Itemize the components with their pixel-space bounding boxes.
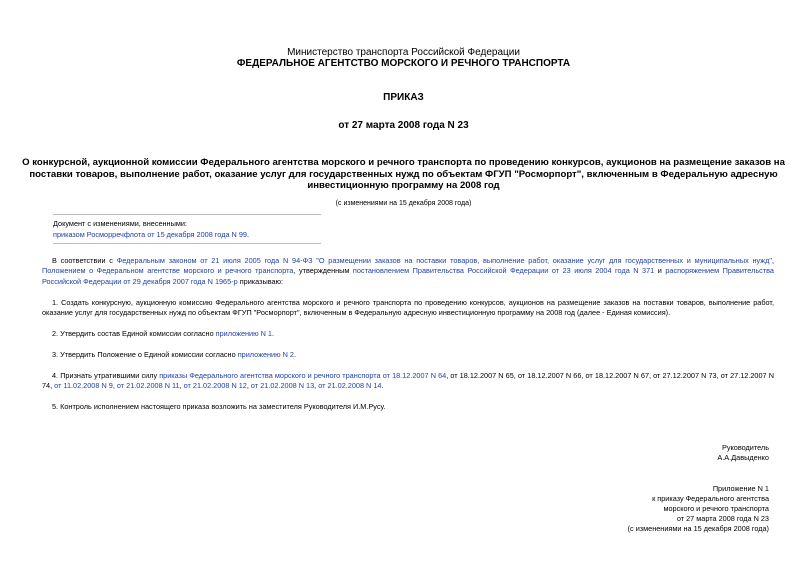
changes-label: Документ с изменениями, внесенными: (53, 219, 187, 228)
repealed-orders-link[interactable]: приказы Федерального агентства морского и речного транспорта от 18.12.2007 N 64 (159, 371, 447, 380)
signature-name: А.А.Давыденко (717, 453, 769, 462)
ministry-name: Министерство транспорта Российской Федерации (287, 47, 520, 58)
doc-title (0, 157, 807, 192)
agency-name: ФЕДЕРАЛЬНОЕ АГЕНТСТВО МОРСКОГО И РЕЧНОГО ТРАНСПОРТА (236, 58, 571, 69)
item-1: 1. Создать конкурсную, аукционную комиссию Федерального агентства морского и речного транспорта по проведению конкурсов, аукционов на размещение заказов на поставки товаров, выполнение работ, оказание услуг для государственных нужд по объектам ФГУП "Росморпорт", включенным в Федеральную адресную инвестиционную программу на 2008 год (далее - Единая комиссия). (42, 298, 774, 318)
changes-top-rule (53, 214, 321, 215)
item-5: 5. Контроль исполнением настоящего приказа возложить на заместителя Руководителя И.М.Русу. (52, 402, 386, 411)
signature-block (717, 443, 769, 463)
changes-order-link[interactable]: приказом Росморречфлота от 15 декабря 2008 года N 99 (53, 230, 247, 239)
appendix-header: Приложение N 1 к приказу Федерального агентства морского и речного транспорта от 27 марта 2008 года N 23 (с изменениями на 15 декабря 2008 года) (627, 484, 769, 533)
appendix-1-link[interactable]: приложению N 1 (215, 329, 272, 338)
government-order-link[interactable]: распоряжением Правительства Российской Федерации от 29 декабря 2007 года N 1965-р (42, 266, 774, 286)
order-9-link[interactable]: от 11.02.2008 N 9 (54, 381, 113, 391)
title-line-2: поставки товаров, выполнение работ, оказание услуг для государственных нужд по объектам ФГУП "Росморпорт", включенным в Федеральную адресную (29, 168, 778, 180)
order-13-link[interactable]: от 21.02.2008 N 13 (250, 381, 315, 391)
appendix-2-link[interactable]: приложению N 2 (237, 350, 294, 359)
amendments-note: (с изменениями на 15 декабря 2008 года) (335, 200, 472, 207)
appendix-title: Приложение N 1 (712, 484, 769, 493)
item-2: 2. Утвердить состав Единой комиссии согласно приложению N 1. (52, 329, 275, 338)
changes-bottom-rule (53, 243, 321, 244)
doc-date-number: от 27 марта 2008 года N 23 (338, 120, 469, 131)
title-line-3: инвестиционную программу на 2008 год (307, 180, 500, 191)
item-3: 3. Утвердить Положение о Единой комиссии согласно приложению N 2. (52, 350, 297, 359)
doc-type: ПРИКАЗ (383, 92, 424, 103)
order-12-link[interactable]: от 21.02.2008 N 12 (183, 381, 247, 391)
order-11-link[interactable]: от 21.02.2008 N 11 (116, 381, 180, 391)
signature-position: Руководитель (721, 443, 769, 452)
title-line-1: О конкурсной, аукционной комиссии Федерального агентства морского и речного транспорта по проведению конкурсов, аукционов на размещение заказов на (22, 157, 785, 168)
government-decree-link[interactable]: постановлением Правительства Российской Федерации от 23 июля 2004 года N 371 (352, 266, 655, 276)
agency-regulation-link[interactable]: Положением о Федеральном агентстве морского и речного транспорта (42, 266, 294, 276)
federal-law-link[interactable]: Федеральным законом от 21 июля 2005 года N 94-ФЗ "О размещении заказов на поставки товаров, выполнение работ, оказание услуг для государственных и муниципальных нужд" (116, 256, 772, 265)
order-14-link[interactable]: от 21.02.2008 N 14 (318, 381, 382, 391)
preamble-paragraph: В соответствии с Федеральным законом от 21 июля 2005 года N 94-ФЗ "О размещении заказов на поставки товаров, выполнение работ, оказание услуг для государственных и муниципальных нужд", Положением о Федеральном агентстве морского и речного транспорта, утвержденным постановлением Правительства Российской Федерации от 23 июля 2004 года N 371 и распоряжением Правительства Российской Федерации от 29 декабря 2007 года N 1965-р приказываю: (42, 256, 775, 286)
item-4: 4. Признать утратившими силу приказы Федерального агентства морского и речного транспорта от 18.12.2007 N 64, от 18.12.2007 N 65, от 18.12.2007 N 66, от 18.12.2007 N 67, от 27.12.2007 N 73, от 27.12.2007 N 74, от 11.02.2008 N 9, от 21.02.2008 N 11, от 21.02.2008 N 12, от 21.02.2008 N 13, от 21.02.2008 N 14. (42, 371, 774, 391)
changes-box: Документ с изменениями, внесенными: приказом Росморречфлота от 15 декабря 2008 года N 99. (53, 218, 321, 240)
